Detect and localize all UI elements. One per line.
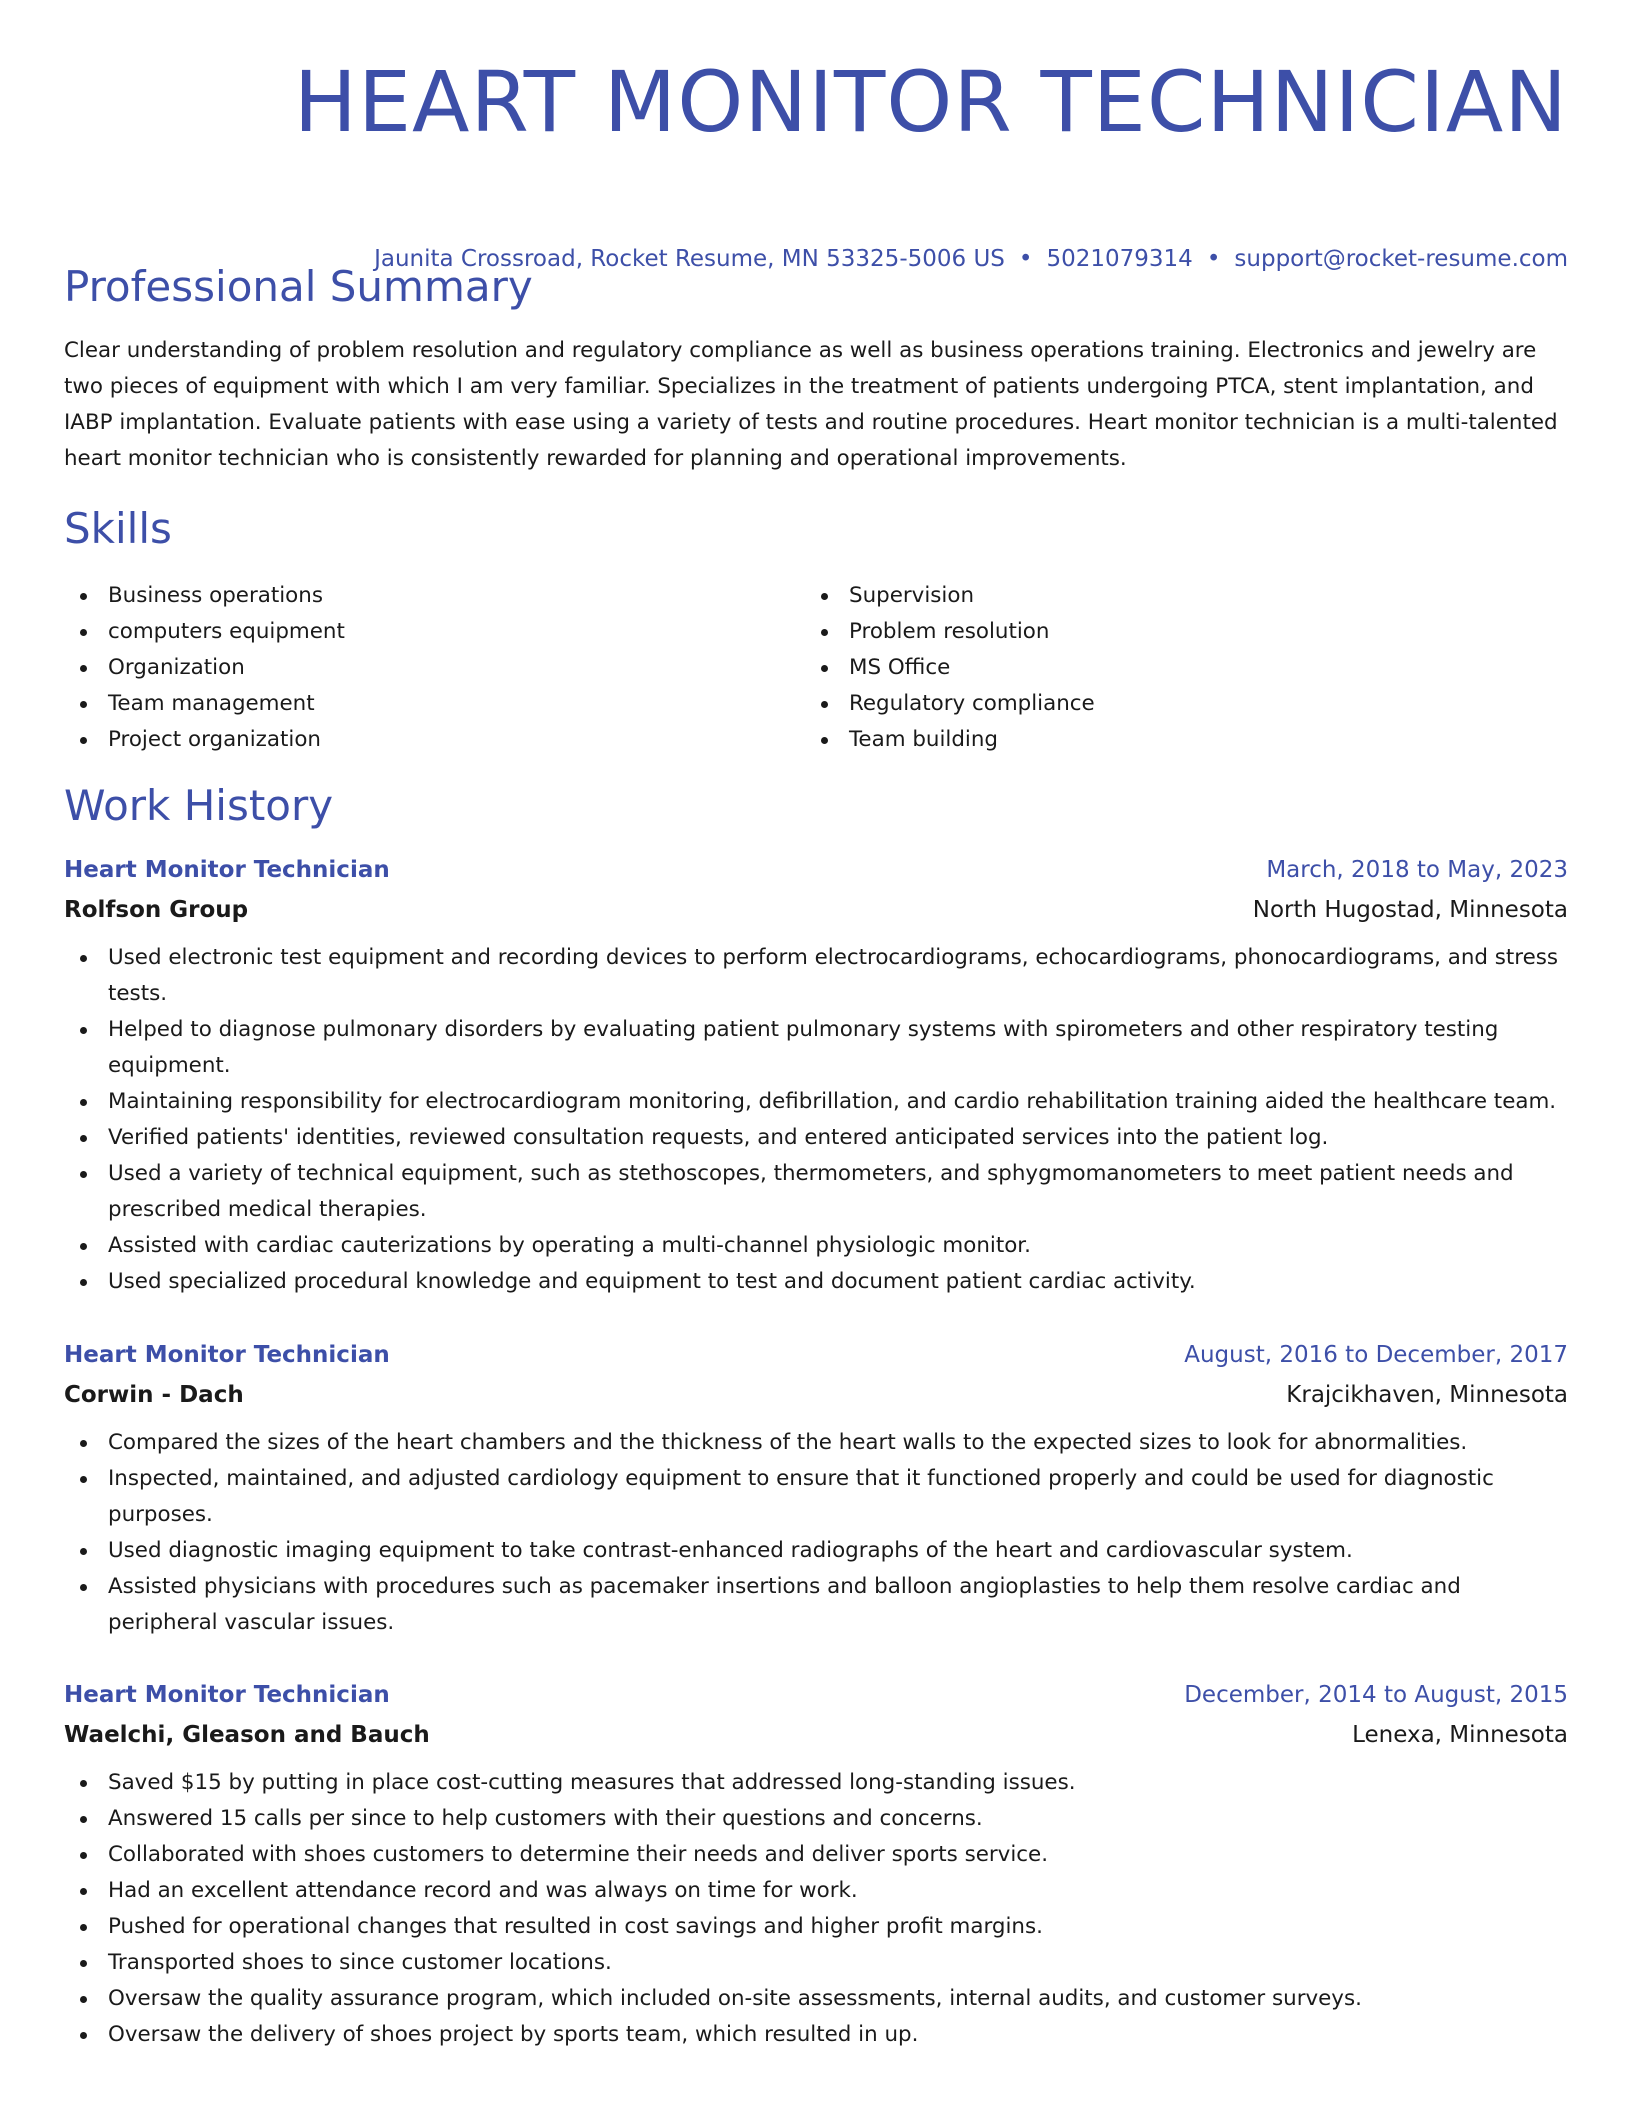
contact-email: support@rocket-resume.com <box>1234 246 1568 272</box>
contact-line <box>374 244 1568 274</box>
job-title: Heart Monitor Technician <box>64 857 390 883</box>
contact-phone: 5021079314 <box>1046 246 1193 272</box>
job-header-row <box>64 850 1568 890</box>
job-bullet: Had an excellent attendance record and was always on time for work. <box>64 1873 1568 1909</box>
job-bullets <box>64 1765 1568 2053</box>
job-bullet: Oversaw the delivery of shoes project by sports team, which resulted in up. <box>64 2017 1568 2053</box>
job-bullet: Pushed for operational changes that resulted in cost savings and higher profit margins. <box>64 1909 1568 1945</box>
work-history-heading: Work History <box>64 781 334 830</box>
job-bullet: Used a variety of technical equipment, such as stethoscopes, thermometers, and sphygmomanometers to meet patient needs and prescribed medical therapies. <box>64 1156 1568 1228</box>
job-dates: March, 2018 to May, 2023 <box>1266 857 1568 883</box>
job-bullet: Answered 15 calls per since to help customers with their questions and concerns. <box>64 1801 1568 1837</box>
skill-item: MS Office <box>805 650 1546 686</box>
job-title: Heart Monitor Technician <box>64 1682 390 1708</box>
job-title: Heart Monitor Technician <box>64 1342 390 1368</box>
skill-item: Supervision <box>805 578 1546 614</box>
job-bullet: Used electronic test equipment and recording devices to perform electrocardiograms, echocardiograms, phonocardiograms, and stress tests. <box>64 940 1568 1012</box>
job-company: Rolfson Group <box>64 897 249 923</box>
job-bullet: Collaborated with shoes customers to determine their needs and deliver sports service. <box>64 1837 1568 1873</box>
job-header-row <box>64 1675 1568 1715</box>
skill-item: Problem resolution <box>805 614 1546 650</box>
skills-list <box>64 578 1568 758</box>
job-location: Krajcikhaven, Minnesota <box>1286 1382 1568 1408</box>
job-bullet: Transported shoes to since customer locations. <box>64 1945 1568 1981</box>
job-company: Waelchi, Gleason and Bauch <box>64 1722 430 1748</box>
job-bullet: Compared the sizes of the heart chambers and the thickness of the heart walls to the expected sizes to look for abnormalities. <box>64 1425 1568 1461</box>
job-company: Corwin - Dach <box>64 1382 244 1408</box>
job-dates: December, 2014 to August, 2015 <box>1184 1682 1568 1708</box>
skill-item: Team management <box>64 686 805 722</box>
resume-name: HEART MONITOR TECHNICIAN <box>293 53 1568 151</box>
skill-item: Regulatory compliance <box>805 686 1546 722</box>
job-bullet: Helped to diagnose pulmonary disorders by evaluating patient pulmonary systems with spirometers and other respiratory testing equipment. <box>64 1012 1568 1084</box>
job-entry <box>64 1335 1568 1641</box>
job-bullet: Saved $15 by putting in place cost-cutting measures that addressed long-standing issues. <box>64 1765 1568 1801</box>
skills-heading: Skills <box>64 504 172 553</box>
skills-column-left <box>64 578 805 758</box>
job-location: Lenexa, Minnesota <box>1352 1722 1568 1748</box>
job-bullet: Maintaining responsibility for electrocardiogram monitoring, defibrillation, and cardio rehabilitation training aided the healthcare team. <box>64 1084 1568 1120</box>
job-bullets <box>64 940 1568 1300</box>
summary-text: Clear understanding of problem resolution and regulatory compliance as well as business operations training. Electronics and jewelry are two pieces of equipment with which I am very familiar. Specializes in the treatment of patients undergoing PTCA, stent implantation, and IABP implantation. Evaluate patients with ease using a variety of tests and routine procedures. Heart monitor technician is a multi-talented heart monitor technician who is consistently rewarded for planning and operational improvements. <box>64 338 1558 471</box>
job-bullet: Assisted with cardiac cauterizations by operating a multi-channel physiologic monitor. <box>64 1228 1568 1264</box>
job-bullet: Inspected, maintained, and adjusted cardiology equipment to ensure that it functioned properly and could be used for diagnostic purposes. <box>64 1461 1568 1533</box>
job-bullet: Verified patients' identities, reviewed consultation requests, and entered anticipated services into the patient log. <box>64 1120 1568 1156</box>
job-bullet: Oversaw the quality assurance program, which included on-site assessments, internal audits, and customer surveys. <box>64 1981 1568 2017</box>
job-bullet: Used specialized procedural knowledge and equipment to test and document patient cardiac activity. <box>64 1264 1568 1300</box>
job-entry <box>64 1675 1568 2053</box>
skills-column-right <box>805 578 1546 758</box>
job-location: North Hugostad, Minnesota <box>1252 897 1568 923</box>
contact-separator: • <box>1018 246 1033 272</box>
job-company-row <box>64 1715 1568 1755</box>
job-dates: August, 2016 to December, 2017 <box>1184 1342 1568 1368</box>
job-entry <box>64 850 1568 1300</box>
job-company-row <box>64 890 1568 930</box>
contact-separator: • <box>1206 246 1221 272</box>
summary-heading: Professional Summary <box>64 262 533 311</box>
skill-item: Team building <box>805 722 1546 758</box>
job-company-row <box>64 1375 1568 1415</box>
skill-item: computers equipment <box>64 614 805 650</box>
job-bullets <box>64 1425 1568 1641</box>
job-header-row <box>64 1335 1568 1375</box>
contact-address: Jaunita Crossroad, Rocket Resume, MN 53325-5006 US <box>374 246 1005 272</box>
skill-item: Organization <box>64 650 805 686</box>
skill-item: Project organization <box>64 722 805 758</box>
job-bullet: Assisted physicians with procedures such as pacemaker insertions and balloon angioplasties to help them resolve cardiac and peripheral vascular issues. <box>64 1569 1568 1641</box>
job-bullet: Used diagnostic imaging equipment to take contrast-enhanced radiographs of the heart and cardiovascular system. <box>64 1533 1568 1569</box>
skill-item: Business operations <box>64 578 805 614</box>
